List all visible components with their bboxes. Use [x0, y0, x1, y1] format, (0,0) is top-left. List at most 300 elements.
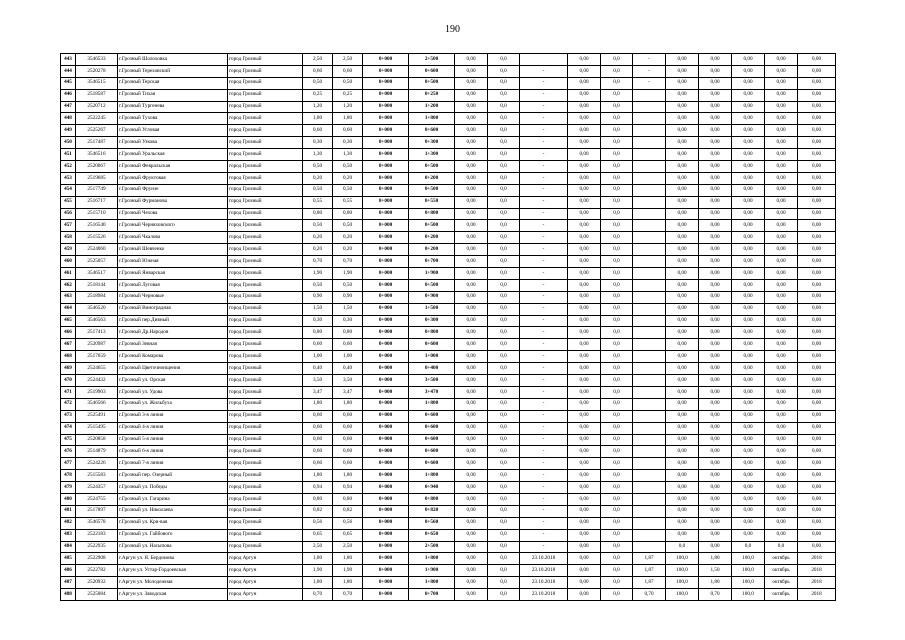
- cell-road-name: г.Грозный Виноградная: [118, 303, 228, 315]
- cell-value-f: 0,00: [699, 244, 732, 256]
- cell-start-km: 0+000: [363, 101, 409, 113]
- cell-road-name: г.Аргун ул. Устар-Гордоевская: [118, 565, 228, 577]
- cell-start-km: 0+000: [363, 279, 409, 291]
- cell-date: -: [520, 125, 568, 137]
- cell-month: 0,00: [765, 458, 798, 470]
- cell-length-section: 1,80: [333, 553, 363, 565]
- table-row: [61, 565, 836, 577]
- cell-start-km: 0+000: [363, 386, 409, 398]
- cell-value-a: 0,00: [455, 541, 488, 553]
- cell-value-b: 0,0: [488, 386, 520, 398]
- cell-value-a: 0,00: [455, 458, 488, 470]
- cell-value-e: [633, 137, 666, 149]
- cell-month: 0,00: [765, 220, 798, 232]
- cell-year: 0,00: [798, 410, 836, 422]
- cell-locality: город Грозный: [228, 482, 303, 494]
- cell-row-number: 457: [61, 220, 76, 232]
- cell-row-number: 444: [61, 65, 76, 77]
- cell-locality: город Грозный: [228, 351, 303, 363]
- cell-date: -: [520, 327, 568, 339]
- cell-start-km: 0+000: [363, 89, 409, 101]
- cell-start-km: 0+000: [363, 137, 409, 149]
- cell-length-total: 0,60: [303, 125, 333, 137]
- cell-month: 0,00: [765, 517, 798, 529]
- cell-start-km: 0+000: [363, 422, 409, 434]
- cell-percent-b: 0,00: [732, 327, 765, 339]
- table-body: [61, 54, 836, 601]
- cell-value-e: [633, 161, 666, 173]
- cell-start-km: 0+000: [363, 446, 409, 458]
- cell-locality: город Грозный: [228, 505, 303, 517]
- cell-road-name: г.Грозный Цветочнонщения: [118, 363, 228, 375]
- cell-month: 0,00: [765, 65, 798, 77]
- cell-value-c: 0,00: [568, 505, 601, 517]
- cell-value-e: [633, 279, 666, 291]
- table-row: [61, 493, 836, 505]
- cell-length-total: 0,20: [303, 244, 333, 256]
- cell-end-km: 3+500: [409, 375, 455, 387]
- cell-month: 0,00: [765, 161, 798, 173]
- cell-length-section: 0,30: [333, 137, 363, 149]
- cell-value-e: [633, 208, 666, 220]
- cell-value-f: 0,00: [699, 172, 732, 184]
- cell-road-name: г.Грозный Фурманова: [118, 196, 228, 208]
- table-row: [61, 54, 836, 66]
- cell-row-number: 469: [61, 363, 76, 375]
- cell-value-f: 0,00: [699, 54, 732, 66]
- cell-length-total: 0,70: [303, 256, 333, 268]
- cell-year: 0,00: [798, 482, 836, 494]
- cell-value-c: 0,00: [568, 565, 601, 577]
- cell-value-f: 0,00: [699, 386, 732, 398]
- cell-percent-a: 0,00: [666, 244, 699, 256]
- cell-locality: город Грозный: [228, 208, 303, 220]
- cell-road-name: г.Грозный Черняховского: [118, 220, 228, 232]
- cell-year: 0,00: [798, 89, 836, 101]
- cell-value-a: 0,00: [455, 279, 488, 291]
- cell-value-b: 0,0: [488, 517, 520, 529]
- cell-road-code: 2520067: [76, 161, 118, 173]
- cell-value-b: 0,0: [488, 77, 520, 89]
- cell-length-total: 0,20: [303, 172, 333, 184]
- cell-road-code: 3546578: [76, 517, 118, 529]
- cell-month: 0,00: [765, 77, 798, 89]
- cell-road-code: 2517487: [76, 137, 118, 149]
- cell-month: 0,00: [765, 327, 798, 339]
- cell-value-d: 0,0: [601, 493, 633, 505]
- cell-month: 0,00: [765, 505, 798, 517]
- cell-road-name: г.Грозный Фрунзе: [118, 184, 228, 196]
- cell-end-km: 2+500: [409, 54, 455, 66]
- cell-road-code: 2518144: [76, 279, 118, 291]
- cell-road-code: 2514879: [76, 446, 118, 458]
- cell-start-km: 0+000: [363, 208, 409, 220]
- cell-month: 0,00: [765, 410, 798, 422]
- cell-date: -: [520, 89, 568, 101]
- cell-year: 0,00: [798, 54, 836, 66]
- cell-value-a: 0,00: [455, 256, 488, 268]
- cell-length-section: 0,94: [333, 482, 363, 494]
- cell-percent-b: 100,0: [732, 565, 765, 577]
- table-row: [61, 268, 836, 280]
- cell-value-c: 0,00: [568, 446, 601, 458]
- cell-percent-a: 0,00: [666, 303, 699, 315]
- cell-row-number: 445: [61, 77, 76, 89]
- cell-percent-b: 0,00: [732, 196, 765, 208]
- cell-month: 0,00: [765, 54, 798, 66]
- table-row: [61, 458, 836, 470]
- cell-percent-b: 0,00: [732, 410, 765, 422]
- cell-row-number: 478: [61, 470, 76, 482]
- cell-value-b: 0,0: [488, 196, 520, 208]
- cell-year: 0,00: [798, 113, 836, 125]
- cell-start-km: 0+000: [363, 65, 409, 77]
- cell-length-total: 0,65: [303, 529, 333, 541]
- cell-row-number: 473: [61, 410, 76, 422]
- cell-month: 0,00: [765, 256, 798, 268]
- cell-percent-b: 0,00: [732, 113, 765, 125]
- cell-date: -: [520, 208, 568, 220]
- cell-value-c: 0,00: [568, 339, 601, 351]
- cell-value-a: 0,00: [455, 268, 488, 280]
- cell-value-a: 0,00: [455, 149, 488, 161]
- cell-end-km: 1+200: [409, 101, 455, 113]
- cell-length-total: 1,20: [303, 101, 333, 113]
- cell-road-code: 3546563: [76, 315, 118, 327]
- cell-end-km: 0+820: [409, 505, 455, 517]
- cell-percent-a: 0,00: [666, 386, 699, 398]
- cell-value-a: 0,00: [455, 398, 488, 410]
- cell-start-km: 0+000: [363, 529, 409, 541]
- cell-length-total: 0,50: [303, 220, 333, 232]
- cell-value-d: 0,0: [601, 339, 633, 351]
- cell-value-b: 0,0: [488, 125, 520, 137]
- cell-length-total: 1,90: [303, 565, 333, 577]
- cell-value-a: 0,00: [455, 363, 488, 375]
- cell-value-f: 1,80: [699, 553, 732, 565]
- cell-value-a: 0,00: [455, 89, 488, 101]
- cell-percent-b: 0,00: [732, 493, 765, 505]
- cell-start-km: 0+000: [363, 589, 409, 601]
- cell-value-b: 0,0: [488, 220, 520, 232]
- cell-value-e: [633, 446, 666, 458]
- cell-length-section: 0,60: [333, 125, 363, 137]
- cell-row-number: 470: [61, 375, 76, 387]
- cell-start-km: 0+000: [363, 470, 409, 482]
- cell-value-b: 0,0: [488, 577, 520, 589]
- cell-length-section: 0,50: [333, 161, 363, 173]
- cell-percent-a: 0,00: [666, 375, 699, 387]
- cell-value-f: 0,00: [699, 434, 732, 446]
- cell-value-f: 0,00: [699, 315, 732, 327]
- cell-value-a: 0,00: [455, 220, 488, 232]
- cell-percent-a: 0,00: [666, 458, 699, 470]
- cell-date: -: [520, 517, 568, 529]
- cell-start-km: 0+000: [363, 113, 409, 125]
- cell-value-a: 0,00: [455, 375, 488, 387]
- cell-percent-a: 0,00: [666, 422, 699, 434]
- cell-road-code: 2525057: [76, 256, 118, 268]
- cell-road-name: г.Грозный Луговая: [118, 279, 228, 291]
- table-row: [61, 125, 836, 137]
- cell-date: -: [520, 422, 568, 434]
- cell-percent-b: 0,00: [732, 89, 765, 101]
- cell-row-number: 456: [61, 208, 76, 220]
- cell-value-e: [633, 315, 666, 327]
- cell-road-name: г.Грозный Зевная: [118, 339, 228, 351]
- cell-road-code: 2520858: [76, 434, 118, 446]
- cell-value-d: 0,0: [601, 291, 633, 303]
- cell-value-f: 0,00: [699, 125, 732, 137]
- cell-value-c: 0,00: [568, 541, 601, 553]
- cell-road-code: 2518587: [76, 89, 118, 101]
- cell-locality: город Грозный: [228, 65, 303, 77]
- cell-value-e: [633, 410, 666, 422]
- cell-value-d: 0,0: [601, 184, 633, 196]
- cell-row-number: 443: [61, 54, 76, 66]
- cell-road-code: 3546517: [76, 268, 118, 280]
- cell-value-d: 0,0: [601, 232, 633, 244]
- cell-length-section: 1,80: [333, 577, 363, 589]
- cell-value-c: 0,00: [568, 589, 601, 601]
- cell-percent-a: 0,00: [666, 291, 699, 303]
- cell-value-b: 0,0: [488, 315, 520, 327]
- cell-road-code: 2524755: [76, 493, 118, 505]
- cell-value-b: 0,0: [488, 470, 520, 482]
- cell-value-f: 0,00: [699, 482, 732, 494]
- cell-value-a: 0,00: [455, 470, 488, 482]
- cell-value-a: 0,00: [455, 565, 488, 577]
- cell-year: 0,00: [798, 65, 836, 77]
- table-row: [61, 446, 836, 458]
- cell-end-km: 1+900: [409, 268, 455, 280]
- cell-start-km: 0+000: [363, 398, 409, 410]
- cell-road-code: 2522183: [76, 529, 118, 541]
- cell-value-f: 0,00: [699, 196, 732, 208]
- cell-value-b: 0,0: [488, 244, 520, 256]
- cell-value-a: 0,00: [455, 553, 488, 565]
- cell-value-d: 0,0: [601, 256, 633, 268]
- cell-row-number: 488: [61, 589, 76, 601]
- cell-year: 0,00: [798, 172, 836, 184]
- cell-value-c: 0,00: [568, 422, 601, 434]
- cell-date: -: [520, 529, 568, 541]
- cell-value-d: 0,0: [601, 410, 633, 422]
- cell-year: 0,00: [798, 529, 836, 541]
- cell-end-km: 0+560: [409, 517, 455, 529]
- cell-row-number: 459: [61, 244, 76, 256]
- cell-month: 0,00: [765, 422, 798, 434]
- cell-year: 0,00: [798, 386, 836, 398]
- cell-year: 0,00: [798, 303, 836, 315]
- cell-percent-a: 0,00: [666, 161, 699, 173]
- cell-locality: город Грозный: [228, 172, 303, 184]
- cell-value-d: 0,0: [601, 529, 633, 541]
- cell-value-d: 0,0: [601, 434, 633, 446]
- cell-road-code: 2518984: [76, 291, 118, 303]
- cell-locality: город Грозный: [228, 386, 303, 398]
- cell-value-a: 0,00: [455, 172, 488, 184]
- cell-value-e: [633, 470, 666, 482]
- cell-date: -: [520, 172, 568, 184]
- cell-length-total: 0,25: [303, 89, 333, 101]
- cell-year: 2018: [798, 577, 836, 589]
- cell-road-code: 3546520: [76, 303, 118, 315]
- cell-value-c: 0,00: [568, 137, 601, 149]
- cell-date: -: [520, 184, 568, 196]
- cell-month: 0,00: [765, 101, 798, 113]
- cell-value-b: 0,0: [488, 101, 520, 113]
- cell-road-code: 2524226: [76, 458, 118, 470]
- cell-date: -: [520, 149, 568, 161]
- cell-value-d: 0,0: [601, 279, 633, 291]
- cell-value-a: 0,00: [455, 386, 488, 398]
- cell-percent-b: 0,00: [732, 446, 765, 458]
- cell-date: -: [520, 303, 568, 315]
- cell-value-f: 0,00: [699, 208, 732, 220]
- cell-value-b: 0,0: [488, 303, 520, 315]
- table-row: [61, 541, 836, 553]
- cell-value-f: 0,00: [699, 470, 732, 482]
- page-number: 190: [445, 24, 460, 35]
- cell-value-d: 0,0: [601, 386, 633, 398]
- cell-road-code: 2516717: [76, 196, 118, 208]
- cell-date: -: [520, 541, 568, 553]
- cell-end-km: 1+500: [409, 303, 455, 315]
- cell-start-km: 0+000: [363, 493, 409, 505]
- cell-length-total: 0,30: [303, 137, 333, 149]
- cell-value-e: [633, 386, 666, 398]
- cell-road-code: 2517413: [76, 327, 118, 339]
- cell-value-a: 0,00: [455, 517, 488, 529]
- cell-row-number: 486: [61, 565, 76, 577]
- cell-date: -: [520, 339, 568, 351]
- cell-row-number: 481: [61, 505, 76, 517]
- cell-start-km: 0+000: [363, 268, 409, 280]
- cell-value-f: 0,00: [699, 149, 732, 161]
- cell-start-km: 0+000: [363, 327, 409, 339]
- cell-percent-b: 0,00: [732, 505, 765, 517]
- cell-row-number: 448: [61, 113, 76, 125]
- cell-length-section: 1,80: [333, 398, 363, 410]
- cell-end-km: 0+250: [409, 89, 455, 101]
- cell-value-b: 0,0: [488, 208, 520, 220]
- cell-percent-a: 0,00: [666, 196, 699, 208]
- cell-road-code: 2524432: [76, 375, 118, 387]
- cell-length-total: 0,50: [303, 184, 333, 196]
- cell-length-section: 0,20: [333, 244, 363, 256]
- cell-month: 0,00: [765, 89, 798, 101]
- cell-row-number: 454: [61, 184, 76, 196]
- cell-start-km: 0+000: [363, 184, 409, 196]
- cell-month: 0,00: [765, 446, 798, 458]
- cell-value-b: 0,0: [488, 113, 520, 125]
- cell-start-km: 0+000: [363, 363, 409, 375]
- cell-locality: город Грозный: [228, 256, 303, 268]
- cell-length-section: 0,80: [333, 208, 363, 220]
- cell-percent-a: 0,00: [666, 149, 699, 161]
- cell-value-c: 0,00: [568, 172, 601, 184]
- cell-road-code: 2525267: [76, 125, 118, 137]
- cell-length-total: 0,90: [303, 291, 333, 303]
- cell-length-section: 0,20: [333, 172, 363, 184]
- table-row: [61, 65, 836, 77]
- cell-percent-a: 0,00: [666, 268, 699, 280]
- table-row: [61, 589, 836, 601]
- table-row: [61, 101, 836, 113]
- cell-end-km: 0+200: [409, 232, 455, 244]
- cell-year: 0,00: [798, 517, 836, 529]
- cell-percent-a: 0,00: [666, 101, 699, 113]
- cell-date: -: [520, 458, 568, 470]
- cell-value-d: 0,0: [601, 315, 633, 327]
- cell-value-d: 0,0: [601, 577, 633, 589]
- cell-row-number: 474: [61, 422, 76, 434]
- cell-percent-b: 0,00: [732, 256, 765, 268]
- table-row: [61, 434, 836, 446]
- cell-end-km: 0+700: [409, 589, 455, 601]
- cell-value-e: [633, 422, 666, 434]
- cell-locality: город Грозный: [228, 327, 303, 339]
- cell-road-code: 2520987: [76, 339, 118, 351]
- cell-road-code: 2515526: [76, 232, 118, 244]
- cell-row-number: 451: [61, 149, 76, 161]
- cell-end-km: 1+800: [409, 577, 455, 589]
- cell-road-code: 3546516: [76, 149, 118, 161]
- cell-value-c: 0,00: [568, 517, 601, 529]
- cell-value-c: 0,00: [568, 220, 601, 232]
- cell-month: 0,00: [765, 149, 798, 161]
- cell-length-total: 0,50: [303, 279, 333, 291]
- cell-road-name: г.Грозный Тургенева: [118, 101, 228, 113]
- cell-value-b: 0,0: [488, 54, 520, 66]
- cell-date: -: [520, 446, 568, 458]
- cell-percent-a: 0,00: [666, 137, 699, 149]
- cell-value-b: 0,0: [488, 137, 520, 149]
- cell-year: 0,00: [798, 291, 836, 303]
- cell-value-e: 1,87: [633, 577, 666, 589]
- cell-value-f: 0,00: [699, 327, 732, 339]
- cell-road-name: г.Грозный 7-я линия: [118, 458, 228, 470]
- cell-road-code: 2520278: [76, 65, 118, 77]
- cell-percent-a: 0,00: [666, 113, 699, 125]
- cell-length-total: 0,60: [303, 422, 333, 434]
- cell-row-number: 447: [61, 101, 76, 113]
- cell-row-number: 479: [61, 482, 76, 494]
- cell-row-number: 466: [61, 327, 76, 339]
- cell-length-total: 3,47: [303, 386, 333, 398]
- cell-date: -: [520, 220, 568, 232]
- cell-road-code: 2515710: [76, 208, 118, 220]
- cell-value-e: [633, 291, 666, 303]
- cell-length-total: 2,50: [303, 541, 333, 553]
- cell-year: 0,00: [798, 161, 836, 173]
- cell-date: -: [520, 101, 568, 113]
- cell-row-number: 480: [61, 493, 76, 505]
- cell-date: -: [520, 505, 568, 517]
- cell-road-code: 2517749: [76, 184, 118, 196]
- cell-value-a: 0,00: [455, 196, 488, 208]
- cell-value-a: 0,00: [455, 315, 488, 327]
- cell-value-e: [633, 184, 666, 196]
- cell-value-c: 0,00: [568, 89, 601, 101]
- cell-month: 0,00: [765, 137, 798, 149]
- cell-road-name: г.Грозный Уральская: [118, 149, 228, 161]
- cell-length-total: 1,50: [303, 303, 333, 315]
- cell-year: 0,00: [798, 339, 836, 351]
- cell-percent-b: 0,00: [732, 482, 765, 494]
- cell-percent-a: 0,00: [666, 505, 699, 517]
